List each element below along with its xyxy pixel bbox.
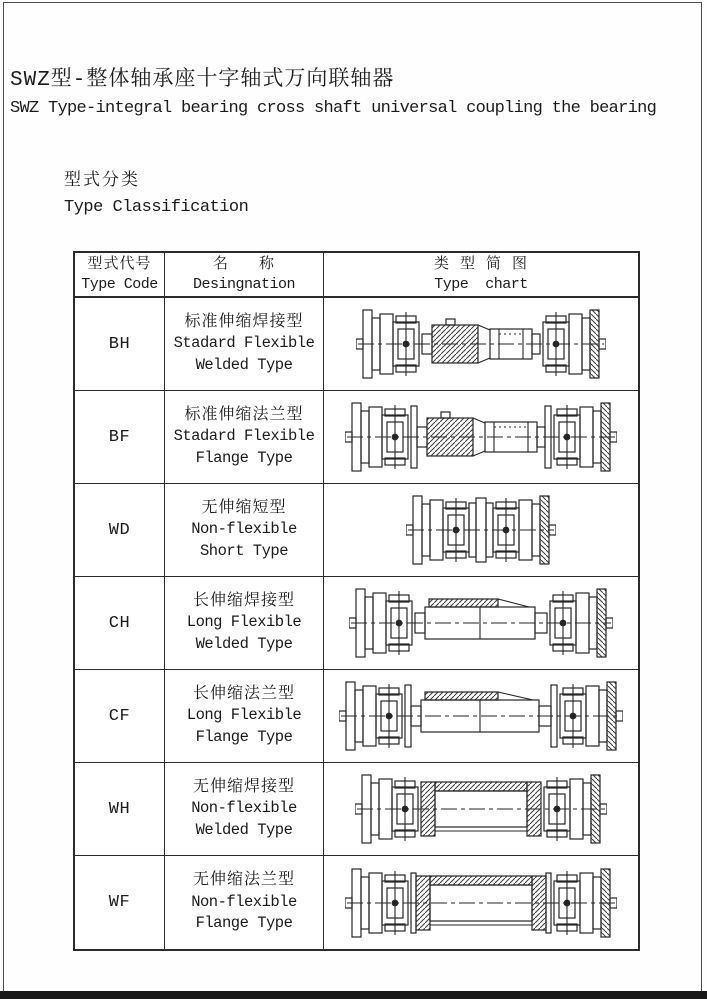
designation-english-line1: Long Flexible <box>186 613 302 632</box>
designation-english-line1: Non-flexible <box>191 892 297 911</box>
designation-english-line2: Welded Type <box>195 355 293 374</box>
type-code-cell-bh <box>75 298 165 391</box>
designation-cell-ch <box>165 577 324 670</box>
type-code-cell-cf <box>75 670 165 763</box>
type-code-value: BF <box>108 427 131 447</box>
section-heading <box>64 169 248 221</box>
designation-english-line2: Flange Type <box>195 727 293 746</box>
designation-english-line1: Non-flexible <box>191 799 297 818</box>
designation-english-line2: Flange Type <box>195 914 293 933</box>
section-heading-chinese: 型式分类 <box>64 172 140 191</box>
diagram-cell-bf <box>324 391 638 484</box>
type-code-value: CF <box>108 706 131 726</box>
header-type-code <box>75 253 165 298</box>
header-designation-cn: 名 称 <box>212 255 275 273</box>
diagram-cell-wf <box>324 856 638 949</box>
designation-chinese: 长伸缩焊接型 <box>192 591 295 610</box>
type-code-cell-wf <box>75 856 165 949</box>
page-title-chinese: SWZ型-整体轴承座十字轴式万向联轴器 <box>10 69 395 92</box>
type-classification-table <box>73 251 640 951</box>
header-designation-en: Desingnation <box>192 275 296 293</box>
coupling-diagram-rigid-welded <box>355 769 607 849</box>
header-type-code-en: Type Code <box>81 275 158 293</box>
designation-chinese: 无伸缩法兰型 <box>192 871 295 890</box>
coupling-diagram-long-welded <box>349 583 613 663</box>
diagram-cell-wd <box>324 484 638 577</box>
type-code-cell-bf <box>75 391 165 484</box>
diagram-cell-bh <box>324 298 638 391</box>
designation-english-line1: Stadard Flexible <box>173 334 315 353</box>
designation-english-line2: Short Type <box>199 541 288 560</box>
designation-cell-cf <box>165 670 324 763</box>
coupling-diagram-standard-welded <box>356 304 606 384</box>
type-code-cell-ch <box>75 577 165 670</box>
header-type-chart-en: Type chart <box>434 275 528 293</box>
header-type-chart-cn: 类 型 简 图 <box>433 255 528 273</box>
header-type-chart <box>324 253 638 298</box>
footer-bar <box>0 991 707 999</box>
type-code-value: WD <box>108 520 131 540</box>
designation-cell-wh <box>165 763 324 856</box>
page-title-english: SWZ Type-integral bearing cross shaft universal coupling the bearing <box>10 99 657 118</box>
type-code-value: WF <box>108 893 131 912</box>
type-code-value: CH <box>108 613 131 633</box>
coupling-diagram-standard-flange <box>345 397 617 477</box>
designation-english-line2: Welded Type <box>195 634 293 653</box>
designation-english-line1: Long Flexible <box>186 706 302 725</box>
designation-chinese: 标准伸缩焊接型 <box>184 312 304 331</box>
designation-english-line1: Stadard Flexible <box>173 427 315 446</box>
designation-chinese: 无伸缩焊接型 <box>192 777 295 796</box>
header-type-code-cn: 型式代号 <box>87 255 152 273</box>
coupling-diagram-long-flange <box>339 676 623 756</box>
type-code-value: BH <box>108 334 131 354</box>
diagram-cell-wh <box>324 763 638 856</box>
type-code-cell-wh <box>75 763 165 856</box>
type-code-cell-wd <box>75 484 165 577</box>
designation-english-line2: Welded Type <box>195 820 293 839</box>
diagram-cell-ch <box>324 577 638 670</box>
type-code-value: WH <box>108 799 131 819</box>
designation-chinese: 无伸缩短型 <box>201 498 287 517</box>
designation-chinese: 长伸缩法兰型 <box>192 684 295 703</box>
designation-chinese: 标准伸缩法兰型 <box>184 405 304 424</box>
coupling-diagram-short <box>406 490 556 570</box>
designation-cell-wf <box>165 856 324 949</box>
designation-cell-wd <box>165 484 324 577</box>
designation-cell-bh <box>165 298 324 391</box>
designation-cell-bf <box>165 391 324 484</box>
designation-english-line2: Flange Type <box>195 448 293 467</box>
diagram-cell-cf <box>324 670 638 763</box>
coupling-diagram-rigid-flange <box>345 863 617 943</box>
header-designation <box>165 253 324 298</box>
section-heading-english: Type Classification <box>64 198 249 217</box>
designation-english-line1: Non-flexible <box>191 520 297 539</box>
